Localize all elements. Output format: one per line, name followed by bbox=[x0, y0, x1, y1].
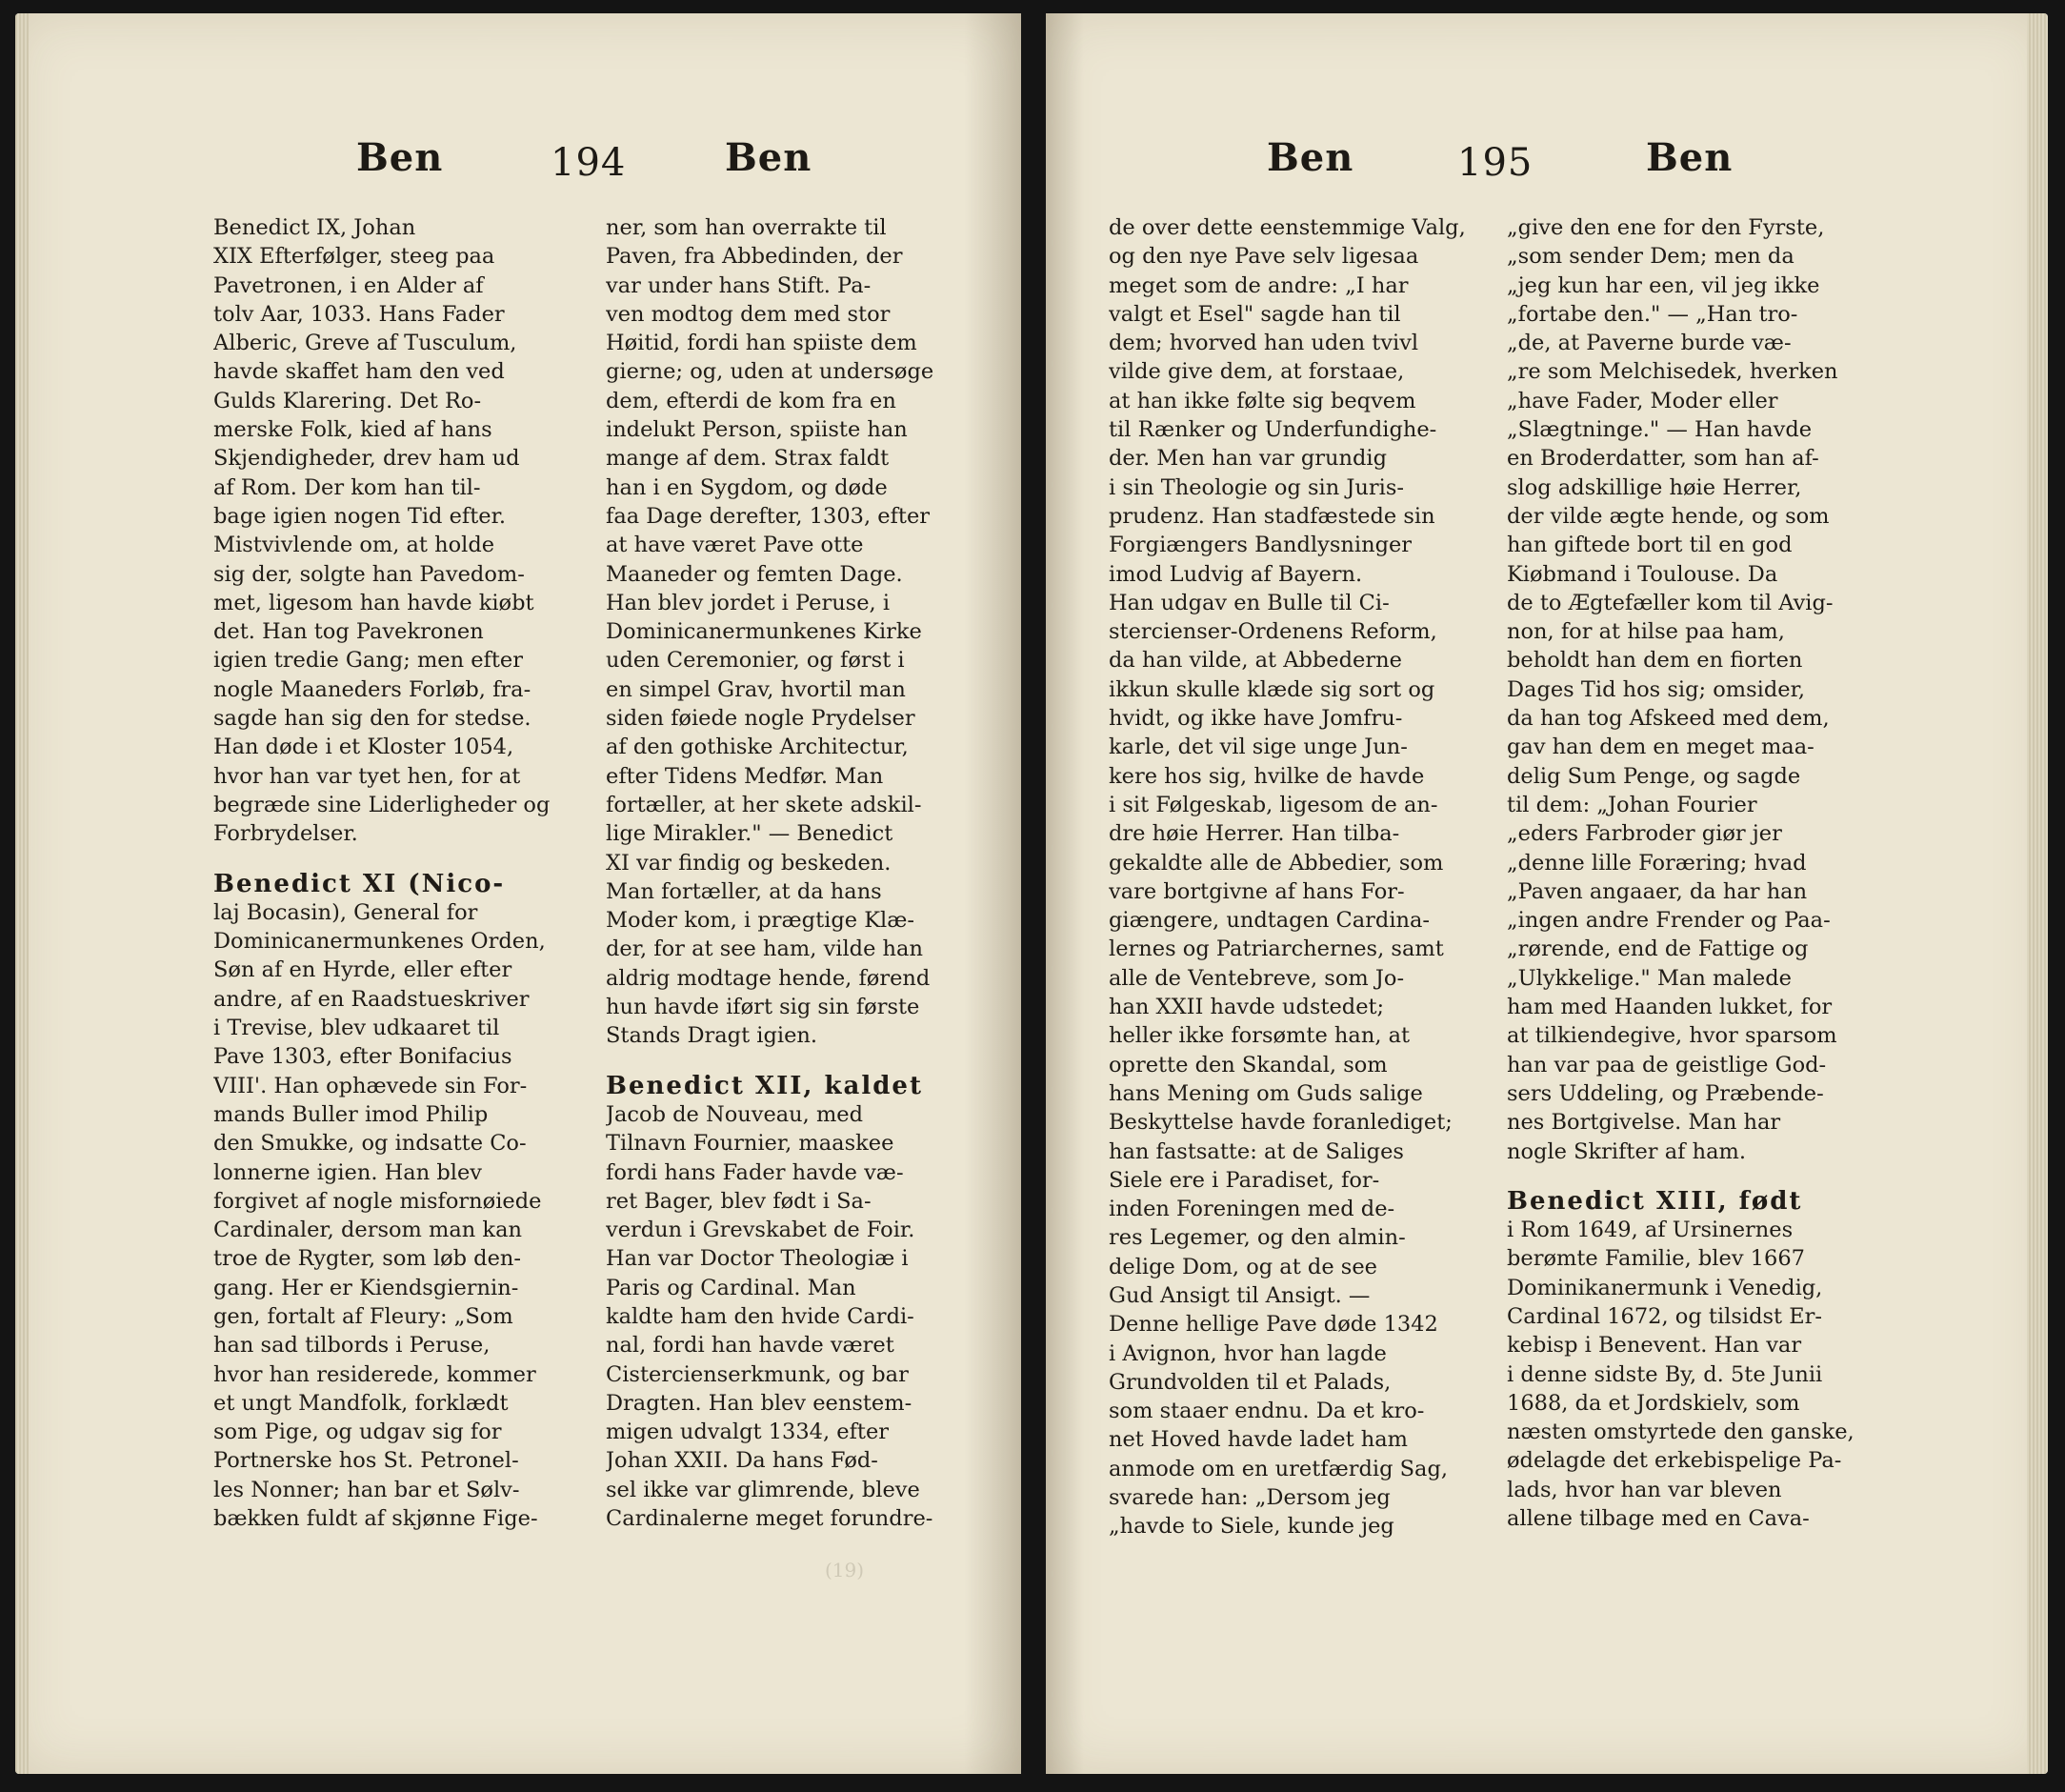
text-line: Johan XXII. Da hans Fød- bbox=[606, 1448, 878, 1474]
text-line: imod Ludvig af Bayern. bbox=[1109, 561, 1363, 587]
text-line: af Rom. Der kom han til- bbox=[213, 474, 481, 500]
text-line: Paven, fra Abbedinden, der bbox=[606, 244, 903, 270]
text-line: Paris og Cardinal. Man bbox=[606, 1275, 856, 1300]
text-line: andre, af en Raadstueskriver bbox=[213, 986, 530, 1012]
left-header-left: Ben bbox=[356, 135, 444, 180]
text-line: han fastsatte: at de Saliges bbox=[1109, 1138, 1404, 1164]
text-line: Mistvivlende om, at holde bbox=[213, 533, 495, 558]
text-line: gang. Her er Kiendsgiernin- bbox=[213, 1275, 519, 1300]
text-line: da han vilde, at Abbederne bbox=[1109, 648, 1402, 674]
text-line: Jacob de Nouveau, med bbox=[606, 1101, 864, 1127]
text-line: lige Mirakler." — Benedict bbox=[606, 821, 893, 847]
text-line: lads, hvor han var bleven bbox=[1507, 1477, 1782, 1502]
text-line: Pave 1303, efter Bonifacius bbox=[213, 1044, 512, 1070]
text-line: migen udvalgt 1334, efter bbox=[606, 1420, 890, 1445]
text-line: fortæller, at her skete adskil- bbox=[606, 792, 922, 817]
text-line: Dominicanermunkenes Kirke bbox=[606, 619, 922, 645]
text-line: bækken fuldt af skjønne Fige- bbox=[213, 1506, 538, 1532]
text-line: prudenz. Han stadfæstede sin bbox=[1109, 503, 1435, 529]
paragraph-gap bbox=[606, 1051, 987, 1072]
page-edge-left bbox=[15, 13, 29, 1774]
text-line: Beskyttelse havde foranlediget; bbox=[1109, 1110, 1453, 1136]
text-line: Dragten. Han blev eenstem- bbox=[606, 1390, 912, 1416]
text-line: var under hans Stift. Pa- bbox=[606, 272, 872, 298]
text-line: nogle Skrifter af ham. bbox=[1507, 1138, 1746, 1164]
text-line: kere hos sig, hvilke de havde bbox=[1109, 763, 1425, 789]
text-line: Alberic, Greve af Tusculum, bbox=[213, 331, 517, 356]
text-line: en Broderdatter, som han af- bbox=[1507, 446, 1819, 472]
text-line: at have været Pave otte bbox=[606, 533, 864, 558]
text-line: sagde han sig den for stedse. bbox=[213, 706, 531, 732]
text-line: oprette den Skandal, som bbox=[1109, 1052, 1388, 1077]
text-line: Forbrydelser. bbox=[213, 821, 358, 847]
text-line: „Ulykkelige." Man malede bbox=[1507, 965, 1792, 991]
text-line: „give den ene for den Fyrste, bbox=[1507, 215, 1825, 240]
text-line: dre høie Herrer. Han tilba- bbox=[1109, 821, 1400, 847]
text-line: tolv Aar, 1033. Hans Fader bbox=[213, 301, 505, 327]
text-line: i denne sidste By, d. 5te Junii bbox=[1507, 1361, 1823, 1387]
text-line: Moder kom, i prægtige Klæ- bbox=[606, 908, 914, 934]
text-line: lonnerne igien. Han blev bbox=[213, 1159, 482, 1185]
left-column-1 bbox=[213, 213, 594, 1533]
text-line: han XXII havde udstedet; bbox=[1109, 995, 1385, 1020]
text-line: Kiøbmand i Toulouse. Da bbox=[1507, 561, 1778, 587]
text-line: verdun i Grevskabet de Foir. bbox=[606, 1218, 915, 1243]
text-line: Dominikanermunk i Venedig, bbox=[1507, 1275, 1823, 1300]
text-line: indelukt Person, spiiste han bbox=[606, 417, 908, 443]
text-line: non, for at hilse paa ham, bbox=[1507, 619, 1785, 645]
text-line: XI var findig og beskeden. bbox=[606, 850, 892, 876]
text-line: i sin Theologie og sin Juris- bbox=[1109, 474, 1405, 500]
text-line: ner, som han overrakte til bbox=[606, 215, 887, 240]
gutter-shadow-right bbox=[1046, 13, 1084, 1774]
text-line: kebisp i Benevent. Han var bbox=[1507, 1333, 1802, 1359]
text-line: Stands Dragt igien. bbox=[606, 1023, 818, 1049]
text-line: i Rom 1649, af Ursinernes bbox=[1507, 1218, 1794, 1243]
text-line: som Pige, og udgav sig for bbox=[213, 1420, 502, 1445]
text-line: det. Han tog Pavekronen bbox=[213, 619, 484, 645]
text-line: Man fortæller, at da hans bbox=[606, 878, 882, 904]
right-column-2 bbox=[1507, 213, 1893, 1533]
text-line: VIII'. Han ophævede sin For- bbox=[213, 1073, 528, 1098]
entry-heading: Benedict XI (Nico- bbox=[213, 869, 506, 898]
text-line: gav han dem en meget maa- bbox=[1507, 735, 1814, 760]
text-line: et ungt Mandfolk, forklædt bbox=[213, 1390, 509, 1416]
text-line: efter Tidens Medfør. Man bbox=[606, 763, 884, 789]
text-line: inden Foreningen med de- bbox=[1109, 1197, 1395, 1222]
left-page-number: 194 bbox=[551, 141, 627, 185]
text-line: Denne hellige Pave døde 1342 bbox=[1109, 1312, 1438, 1338]
page-edge-right bbox=[2027, 13, 2048, 1774]
text-line: der vilde ægte hende, og som bbox=[1507, 503, 1830, 529]
text-line: „fortabe den." — „Han tro- bbox=[1507, 301, 1798, 327]
text-line: han var paa de geistlige God- bbox=[1507, 1052, 1827, 1077]
text-line: han i en Sygdom, og døde bbox=[606, 474, 888, 500]
text-line: Pavetronen, i en Alder af bbox=[213, 272, 484, 298]
text-line: bage igien nogen Tid efter. bbox=[213, 503, 507, 529]
text-line: delig Sum Penge, og sagde bbox=[1507, 763, 1801, 789]
entry-heading: Benedict XII, kaldet bbox=[606, 1071, 923, 1100]
text-line: Cistercienserkmunk, og bar bbox=[606, 1361, 909, 1387]
text-line: slog adskillige høie Herrer, bbox=[1507, 474, 1802, 500]
text-line: giængere, undtagen Cardina- bbox=[1109, 908, 1431, 934]
text-line: der, for at see ham, vilde han bbox=[606, 936, 923, 962]
text-line: dem; hvorved han uden tvivl bbox=[1109, 331, 1419, 356]
text-line: „ingen andre Frender og Paa- bbox=[1507, 908, 1831, 934]
text-line: ret Bager, blev født i Sa- bbox=[606, 1188, 872, 1214]
text-line: næsten omstyrtede den ganske, bbox=[1507, 1420, 1854, 1445]
text-line: hvor han var tyet hen, for at bbox=[213, 763, 521, 789]
text-line: Tilnavn Fournier, maaskee bbox=[606, 1131, 894, 1157]
text-line: forgivet af nogle misfornøiede bbox=[213, 1188, 542, 1214]
text-line: nogle Maaneders Forløb, fra- bbox=[213, 676, 531, 702]
text-line: vare bortgivne af hans For- bbox=[1109, 878, 1405, 904]
text-line: Siele ere i Paradiset, for- bbox=[1109, 1167, 1380, 1193]
text-line: „som sender Dem; men da bbox=[1507, 244, 1794, 270]
right-column-1 bbox=[1109, 213, 1494, 1541]
text-line: af den gothiske Architectur, bbox=[606, 735, 909, 760]
text-line: de to Ægtefæller kom til Avig- bbox=[1507, 590, 1834, 615]
entry-heading: Benedict XIII, født bbox=[1507, 1186, 1803, 1216]
right-page bbox=[1046, 13, 2048, 1774]
text-line: Gud Ansigt til Ansigt. — bbox=[1109, 1282, 1371, 1308]
text-line: havde skaffet ham den ved bbox=[213, 359, 505, 385]
text-line: aldrig modtage hende, førend bbox=[606, 965, 931, 991]
text-line: 1688, da et Jordskielv, som bbox=[1507, 1390, 1800, 1416]
text-line: delige Dom, og at de see bbox=[1109, 1254, 1377, 1279]
text-line: at han ikke følte sig beqvem bbox=[1109, 388, 1416, 413]
text-line: sel ikke var glimrende, bleve bbox=[606, 1477, 920, 1502]
text-line: igien tredie Gang; men efter bbox=[213, 648, 523, 674]
text-line: allene tilbage med en Cava- bbox=[1507, 1506, 1810, 1532]
text-line: Høitid, fordi han spiiste dem bbox=[606, 331, 917, 356]
text-line: net Hoved havde ladet ham bbox=[1109, 1427, 1409, 1453]
text-line: laj Bocasin), General for bbox=[213, 899, 478, 925]
text-line: merske Folk, kied af hans bbox=[213, 417, 492, 443]
text-line: Cardinaler, dersom man kan bbox=[213, 1218, 522, 1243]
text-line: „havde to Siele, kunde jeg bbox=[1109, 1514, 1394, 1540]
right-header-right: Ben bbox=[1646, 135, 1734, 180]
text-line: til dem: „Johan Fourier bbox=[1507, 792, 1757, 817]
text-line: Grundvolden til et Palads, bbox=[1109, 1369, 1392, 1395]
text-line: beholdt han dem en fiorten bbox=[1507, 648, 1803, 674]
text-line: Maaneder og femten Dage. bbox=[606, 561, 903, 587]
text-line: „have Fader, Moder eller bbox=[1507, 388, 1778, 413]
text-line: Dominicanermunkenes Orden, bbox=[213, 929, 546, 955]
text-line: berømte Familie, blev 1667 bbox=[1507, 1246, 1805, 1272]
text-line: XIX Efterfølger, steeg paa bbox=[213, 244, 495, 270]
text-line: at tilkiendegive, hvor sparsom bbox=[1507, 1023, 1837, 1049]
text-line: met, ligesom han havde kiøbt bbox=[213, 590, 534, 615]
text-line: svarede han: „Dersom jeg bbox=[1109, 1485, 1391, 1511]
text-line: i Avignon, hvor han lagde bbox=[1109, 1340, 1387, 1366]
text-line: dem, efterdi de kom fra en bbox=[606, 388, 896, 413]
text-line: hans Mening om Guds salige bbox=[1109, 1080, 1423, 1106]
text-line: Dages Tid hos sig; omsider, bbox=[1507, 676, 1806, 702]
text-line: karle, det vil sige unge Jun- bbox=[1109, 735, 1408, 760]
text-line: alle de Ventebreve, som Jo- bbox=[1109, 965, 1405, 991]
text-line: Søn af en Hyrde, eller efter bbox=[213, 957, 512, 983]
text-line: han giftede bort til en god bbox=[1507, 533, 1793, 558]
text-line: ven modtog dem med stor bbox=[606, 301, 891, 327]
left-page bbox=[15, 13, 1021, 1774]
text-line: nal, fordi han havde været bbox=[606, 1333, 894, 1359]
text-line: kaldte ham den hvide Cardi- bbox=[606, 1303, 914, 1329]
text-line: „re som Melchisedek, hverken bbox=[1507, 359, 1838, 385]
text-line: gekaldte alle de Abbedier, som bbox=[1109, 850, 1444, 876]
text-line: de over dette eenstemmige Valg, bbox=[1109, 215, 1466, 240]
text-line: hvor han residerede, kommer bbox=[213, 1361, 536, 1387]
text-line: der. Men han var grundig bbox=[1109, 446, 1388, 472]
left-header-right: Ben bbox=[725, 135, 812, 180]
paragraph-gap bbox=[213, 849, 594, 870]
text-line: Han døde i et Kloster 1054, bbox=[213, 735, 514, 760]
text-line: Skjendigheder, drev ham ud bbox=[213, 446, 520, 472]
text-line: meget som de andre: „I har bbox=[1109, 272, 1409, 298]
text-line: „rørende, end de Fattige og bbox=[1507, 936, 1809, 962]
text-line: valgt et Esel" sagde han til bbox=[1109, 301, 1401, 327]
text-line: stercienser-Ordenens Reform, bbox=[1109, 619, 1437, 645]
text-line: Han udgav en Bulle til Ci- bbox=[1109, 590, 1390, 615]
text-line: hvidt, og ikke have Jomfru- bbox=[1109, 706, 1403, 732]
text-line: i sit Følgeskab, ligesom de an- bbox=[1109, 792, 1438, 817]
text-line: „Slægtninge." — Han havde bbox=[1507, 417, 1813, 443]
text-line: „jeg kun har een, vil jeg ikke bbox=[1507, 272, 1820, 298]
text-line: lernes og Patriarchernes, samt bbox=[1109, 936, 1444, 962]
text-line: Portnerske hos St. Petronel- bbox=[213, 1448, 519, 1474]
text-line: Cardinalerne meget forundre- bbox=[606, 1506, 933, 1532]
text-line: Cardinal 1672, og tilsidst Er- bbox=[1507, 1303, 1823, 1329]
text-line: da han tog Afskeed med dem, bbox=[1507, 706, 1830, 732]
text-line: fordi hans Fader havde væ- bbox=[606, 1159, 904, 1185]
text-line: sig der, solgte han Pavedom- bbox=[213, 561, 525, 587]
text-line: mands Buller imod Philip bbox=[213, 1101, 489, 1127]
text-line: gen, fortalt af Fleury: „Som bbox=[213, 1303, 513, 1329]
text-line: ham med Haanden lukket, for bbox=[1507, 995, 1833, 1020]
text-line: og den nye Pave selv ligesaa bbox=[1109, 244, 1419, 270]
text-line: nes Bortgivelse. Man har bbox=[1507, 1110, 1781, 1136]
text-line: „eders Farbroder giør jer bbox=[1507, 821, 1782, 847]
text-line: han sad tilbords i Peruse, bbox=[213, 1333, 491, 1359]
text-line: begræde sine Liderligheder og bbox=[213, 792, 551, 817]
text-line: i Trevise, blev udkaaret til bbox=[213, 1016, 500, 1041]
text-line: les Nonner; han bar et Sølv- bbox=[213, 1477, 520, 1502]
text-line: „de, at Paverne burde væ- bbox=[1507, 331, 1792, 356]
text-line: uden Ceremonier, og først i bbox=[606, 648, 905, 674]
text-line: faa Dage derefter, 1303, efter bbox=[606, 503, 931, 529]
text-line: heller ikke forsømte han, at bbox=[1109, 1023, 1411, 1049]
text-line: „denne lille Foræring; hvad bbox=[1507, 850, 1807, 876]
left-column-2 bbox=[606, 213, 987, 1533]
text-line: ødelagde det erkebispelige Pa- bbox=[1507, 1448, 1842, 1474]
text-line: den Smukke, og indsatte Co- bbox=[213, 1131, 527, 1157]
text-line: ikkun skulle klæde sig sort og bbox=[1109, 676, 1435, 702]
text-line: troe de Rygter, som løb den- bbox=[213, 1246, 521, 1272]
text-line: anmode om en uretfærdig Sag, bbox=[1109, 1456, 1449, 1481]
text-line: som staaer endnu. Da et kro- bbox=[1109, 1399, 1425, 1424]
text-line: siden føiede nogle Prydelser bbox=[606, 706, 915, 732]
text-line: res Legemer, og den almin- bbox=[1109, 1225, 1406, 1251]
text-line: sers Uddeling, og Præbende- bbox=[1507, 1080, 1824, 1106]
text-line: en simpel Grav, hvortil man bbox=[606, 676, 906, 702]
text-line: vilde give dem, at forstaae, bbox=[1109, 359, 1405, 385]
text-line: til Rænker og Underfundighe- bbox=[1109, 417, 1437, 443]
right-header-left: Ben bbox=[1267, 135, 1354, 180]
text-line: Benedict IX, Johan bbox=[213, 215, 416, 240]
text-line: Gulds Klarering. Det Ro- bbox=[213, 388, 482, 413]
right-page-number: 195 bbox=[1457, 141, 1534, 185]
bleed-through-text: (19) bbox=[825, 1559, 865, 1581]
text-line: Han blev jordet i Peruse, i bbox=[606, 590, 891, 615]
paragraph-gap bbox=[1507, 1166, 1893, 1187]
text-line: hun havde iført sig sin første bbox=[606, 995, 920, 1020]
text-line: mange af dem. Strax faldt bbox=[606, 446, 890, 472]
text-line: gierne; og, uden at undersøge bbox=[606, 359, 934, 385]
text-line: Han var Doctor Theologiæ i bbox=[606, 1246, 909, 1272]
text-line: „Paven angaaer, da har han bbox=[1507, 878, 1808, 904]
text-line: Forgiængers Bandlysninger bbox=[1109, 533, 1413, 558]
